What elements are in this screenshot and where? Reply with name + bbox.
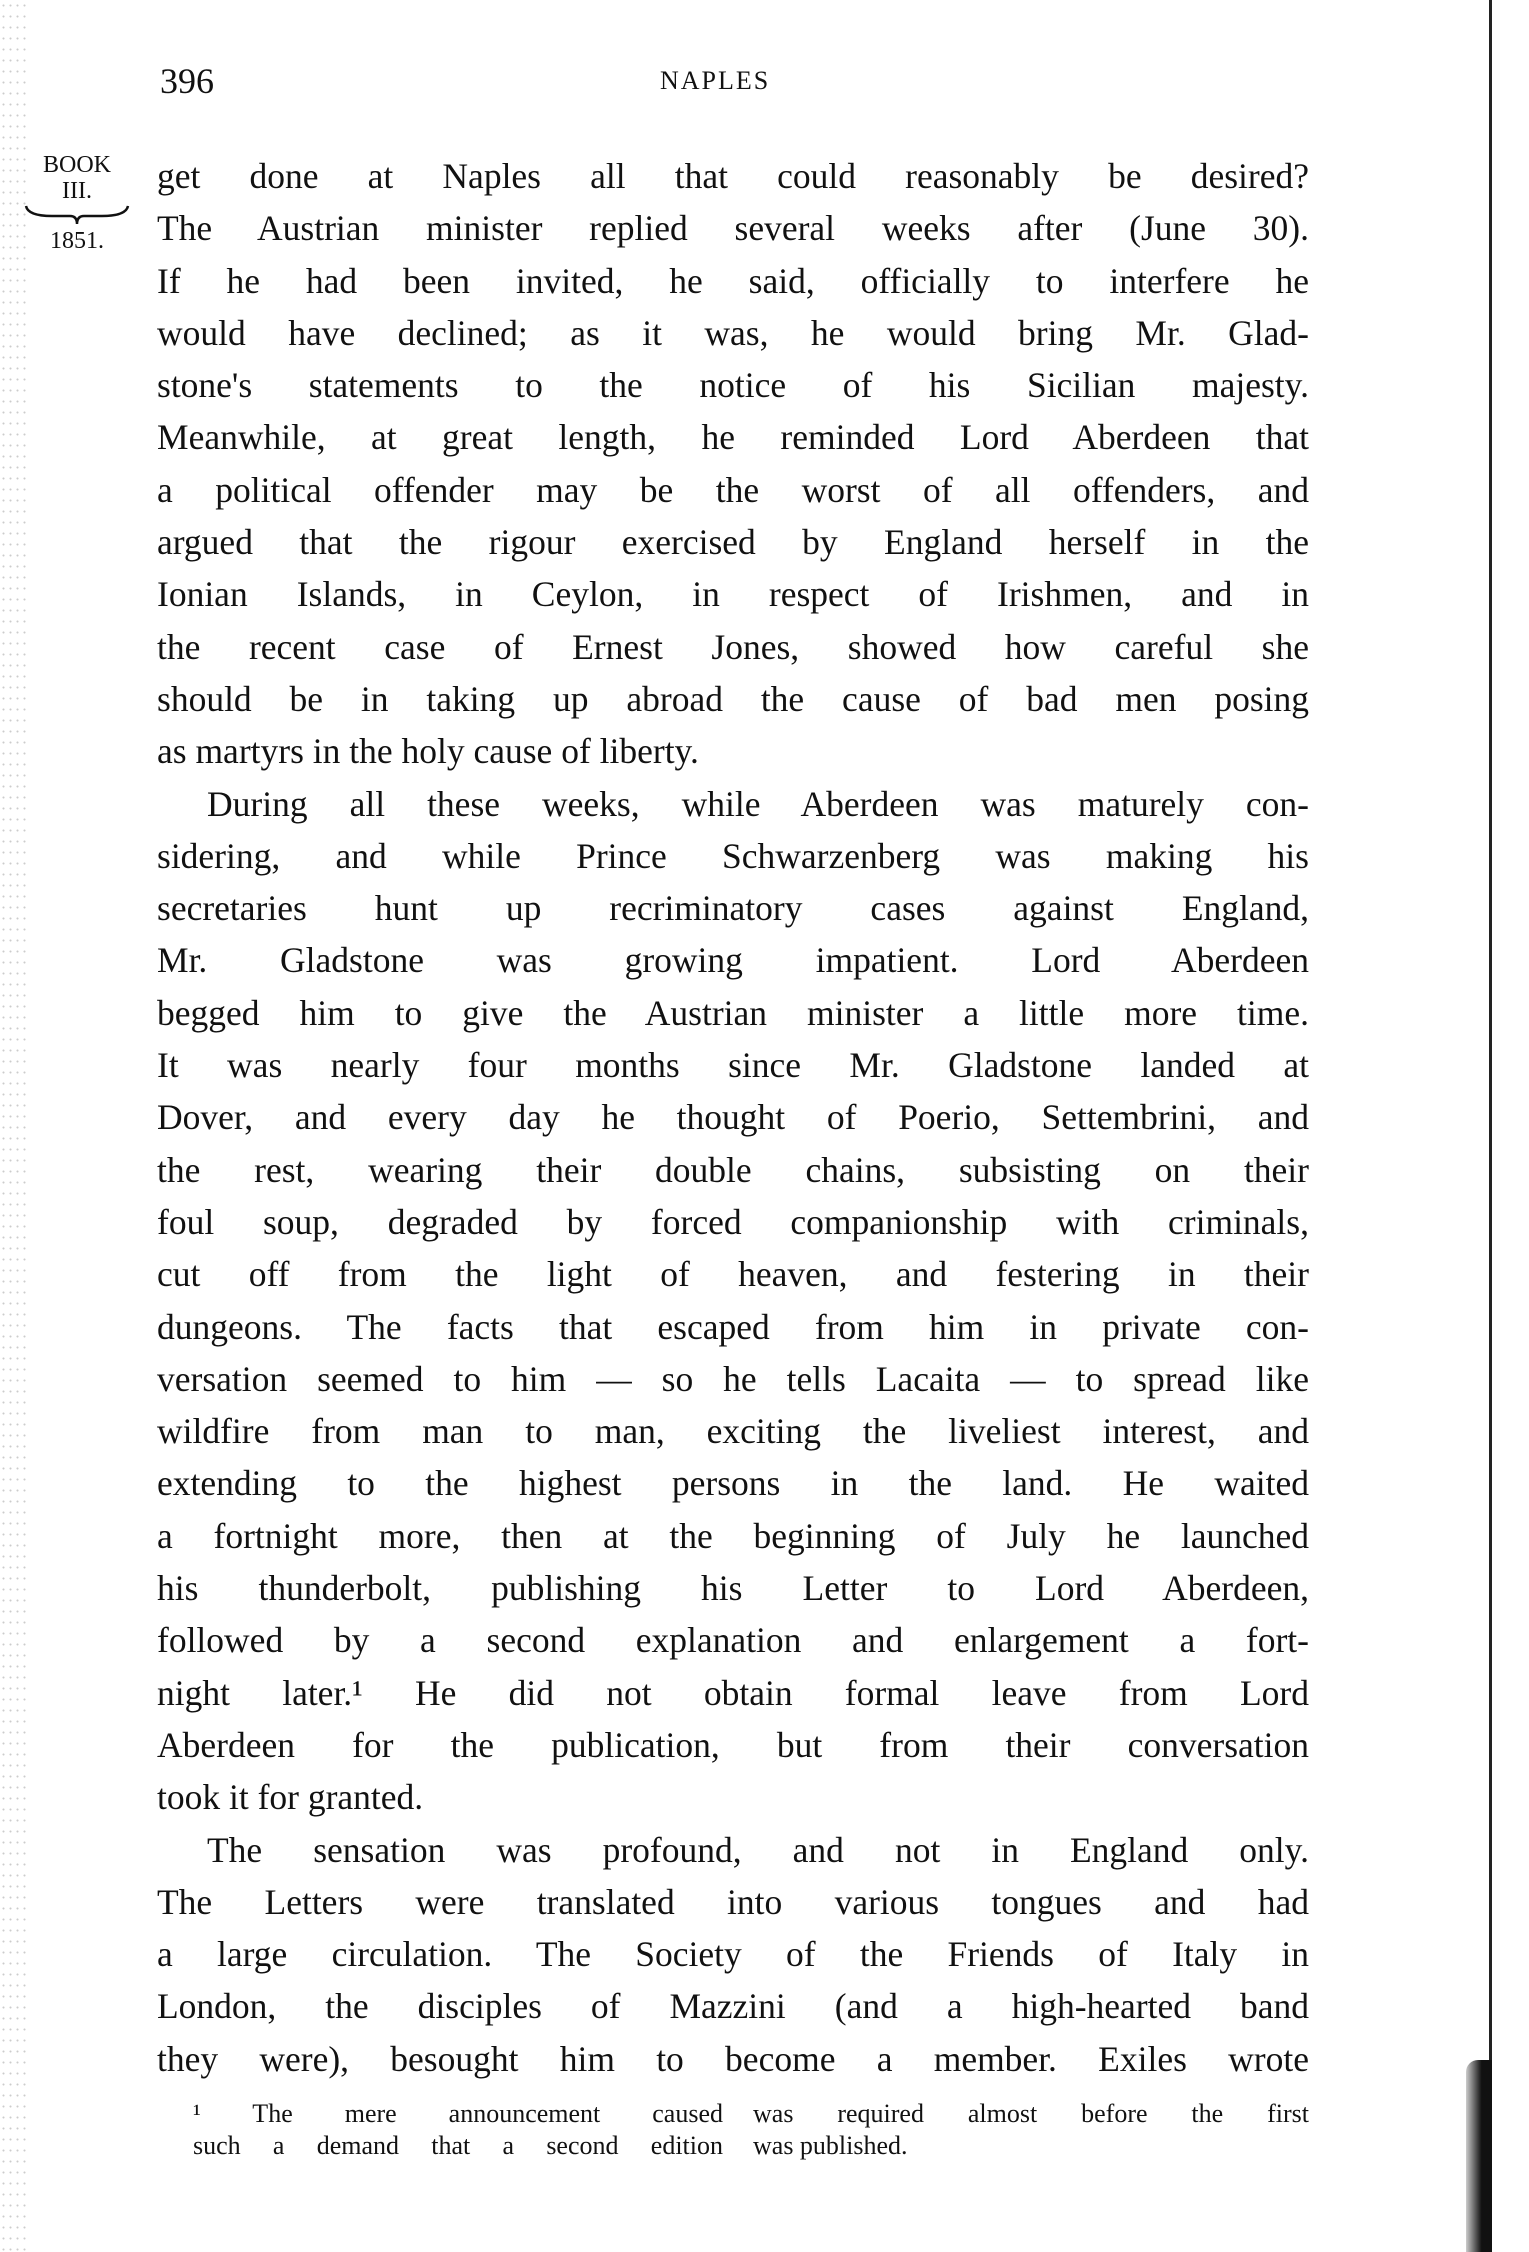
scan-margin-speckle <box>0 0 28 2252</box>
text-line: should be in taking up abroad the cause of bad men posing <box>157 678 1309 719</box>
text-line: It was nearly four months since Mr. Gladstone landed at <box>157 1045 1309 1086</box>
text-line: get done at Naples all that could reasonably be desired? <box>157 156 1309 196</box>
running-title: NAPLES <box>660 66 771 95</box>
paragraph <box>157 150 1309 778</box>
text-line: argued that the rigour exercised by England herself in the <box>157 522 1309 563</box>
text-line: the recent case of Ernest Jones, showed how careful she <box>157 626 1309 667</box>
footnote-line: was published. <box>753 2131 908 2160</box>
text-line: stone's statements to the notice of his Sicilian majesty. <box>157 365 1309 406</box>
text-line: his thunderbolt, publishing his Letter to Lord Aberdeen, <box>157 1568 1309 1609</box>
text-line: If he had been invited, he said, officially to interfere he <box>157 260 1309 301</box>
text-line: cut off from the light of heaven, and festering in their <box>157 1254 1309 1295</box>
text-line: versation seemed to him — so he tells Lacaita — to spread like <box>157 1358 1309 1399</box>
text-line: Meanwhile, at great length, he reminded Lord Aberdeen that <box>157 417 1309 458</box>
text-line: Mr. Gladstone was growing impatient. Lord Aberdeen <box>157 940 1309 981</box>
margin-volume: III. <box>62 178 92 204</box>
text-line: the rest, wearing their double chains, subsisting on their <box>157 1149 1309 1190</box>
text-line: took it for granted. <box>157 1777 424 1818</box>
text-line: During all these weeks, while Aberdeen was maturely con- <box>207 783 1309 824</box>
text-line: extending to the highest persons in the land. He waited <box>157 1463 1309 1504</box>
text-line: sidering, and while Prince Schwarzenberg was making his <box>157 835 1309 876</box>
page-edge-line <box>1489 0 1492 2252</box>
text-line: Aberdeen for the publication, but from their conversation <box>157 1724 1309 1765</box>
text-line: followed by a second explanation and enlargement a fort- <box>157 1620 1309 1661</box>
footnote-line: was required almost before the first <box>753 2099 1309 2128</box>
text-line: a large circulation. The Society of the Friends of Italy in <box>157 1934 1309 1975</box>
footnote-line: such a demand that a second edition <box>193 2131 723 2160</box>
text-line: The sensation was profound, and not in England only. <box>207 1829 1309 1870</box>
text-line: they were), besought him to become a member. Exiles wrote <box>157 2038 1309 2079</box>
body-text <box>157 150 1309 2085</box>
text-line: dungeons. The facts that escaped from him in private con- <box>157 1306 1309 1347</box>
text-line: begged him to give the Austrian minister a little more time. <box>157 992 1309 1033</box>
text-line: secretaries hunt up recriminatory cases against England, <box>157 888 1309 929</box>
paragraph <box>157 778 1309 1824</box>
text-line: night later.¹ He did not obtain formal leave from Lord <box>157 1672 1309 1713</box>
text-line: as martyrs in the holy cause of liberty. <box>157 731 699 772</box>
footnote-right <box>753 2098 1309 2162</box>
text-line: London, the disciples of Mazzini (and a high-hearted band <box>157 1986 1309 2027</box>
text-line: The Letters were translated into various tongues and had <box>157 1881 1309 1922</box>
margin-note <box>12 150 142 256</box>
text-line: a fortnight more, then at the beginning of July he launched <box>157 1515 1309 1556</box>
margin-book: BOOK <box>42 152 111 178</box>
text-line: foul soup, degraded by forced companionship with criminals, <box>157 1201 1309 1242</box>
footnote-line: ¹ The mere announcement caused <box>193 2099 723 2128</box>
text-line: The Austrian minister replied several weeks after (June 30). <box>157 208 1309 249</box>
footnote-left <box>193 2098 723 2162</box>
margin-year: 1851. <box>50 228 104 254</box>
brace-icon <box>22 204 132 226</box>
text-line: Ionian Islands, in Ceylon, in respect of Irishmen, and in <box>157 574 1309 615</box>
text-line: wildfire from man to man, exciting the liveliest interest, and <box>157 1411 1309 1452</box>
text-line: Dover, and every day he thought of Poerio, Settembrini, and <box>157 1097 1309 1138</box>
text-line: a political offender may be the worst of all offenders, and <box>157 469 1309 510</box>
text-line: would have declined; as it was, he would bring Mr. Glad- <box>157 312 1309 353</box>
page-edge-shadow <box>1466 2060 1492 2252</box>
page-number: 396 <box>160 61 214 101</box>
paragraph <box>157 1824 1309 2085</box>
